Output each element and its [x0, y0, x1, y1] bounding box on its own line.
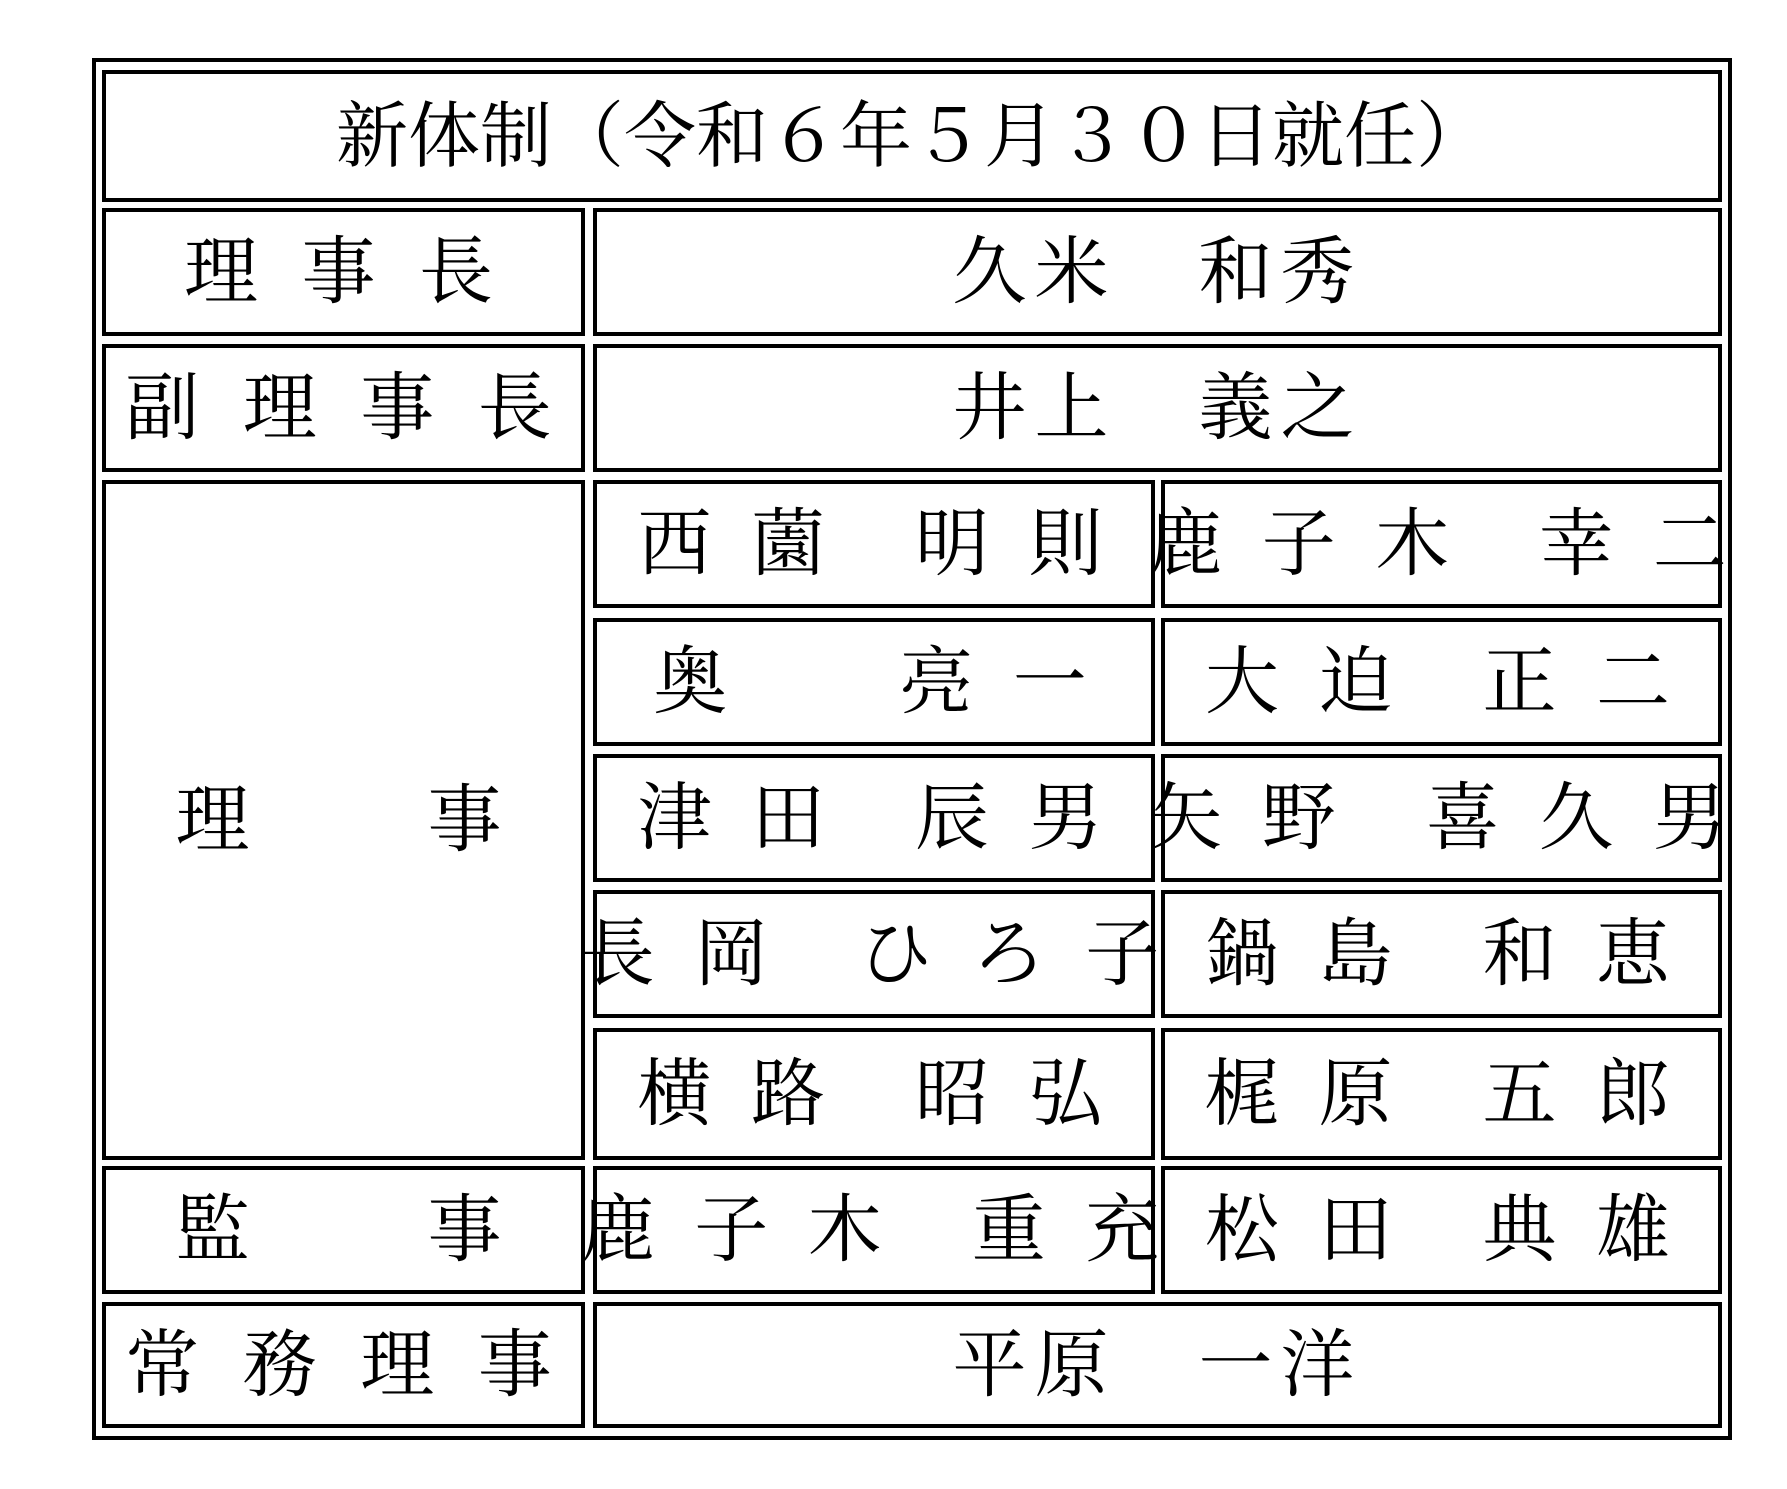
role-directors: 理 事: [102, 480, 585, 1160]
name-managing-director: 平原 一洋: [593, 1302, 1722, 1428]
auditor-name: 松 田 典 雄: [1161, 1166, 1722, 1294]
director-name: 津 田 辰 男: [593, 754, 1155, 882]
role-chairman: 理 事 長: [102, 208, 585, 336]
director-name: 横 路 昭 弘: [593, 1028, 1155, 1160]
role-auditors: 監 事: [102, 1166, 585, 1294]
director-name: 鍋 島 和 恵: [1161, 890, 1722, 1018]
auditor-name: 鹿 子 木 重 充: [593, 1166, 1155, 1294]
page-title: 新体制（令和６年５月３０日就任）: [102, 70, 1722, 202]
role-managing-director: 常 務 理 事: [102, 1302, 585, 1428]
director-name: 大 迫 正 二: [1161, 618, 1722, 746]
director-name: 梶 原 五 郎: [1161, 1028, 1722, 1160]
name-vice-chairman: 井上 義之: [593, 344, 1722, 472]
role-vice-chairman: 副 理 事 長: [102, 344, 585, 472]
name-chairman: 久米 和秀: [593, 208, 1722, 336]
director-name: 矢 野 喜 久 男: [1161, 754, 1722, 882]
director-name: 長 岡 ひ ろ 子: [593, 890, 1155, 1018]
director-name: 奥 亮 一: [593, 618, 1155, 746]
director-name: 西 薗 明 則: [593, 480, 1155, 608]
director-name: 鹿 子 木 幸 二: [1161, 480, 1722, 608]
